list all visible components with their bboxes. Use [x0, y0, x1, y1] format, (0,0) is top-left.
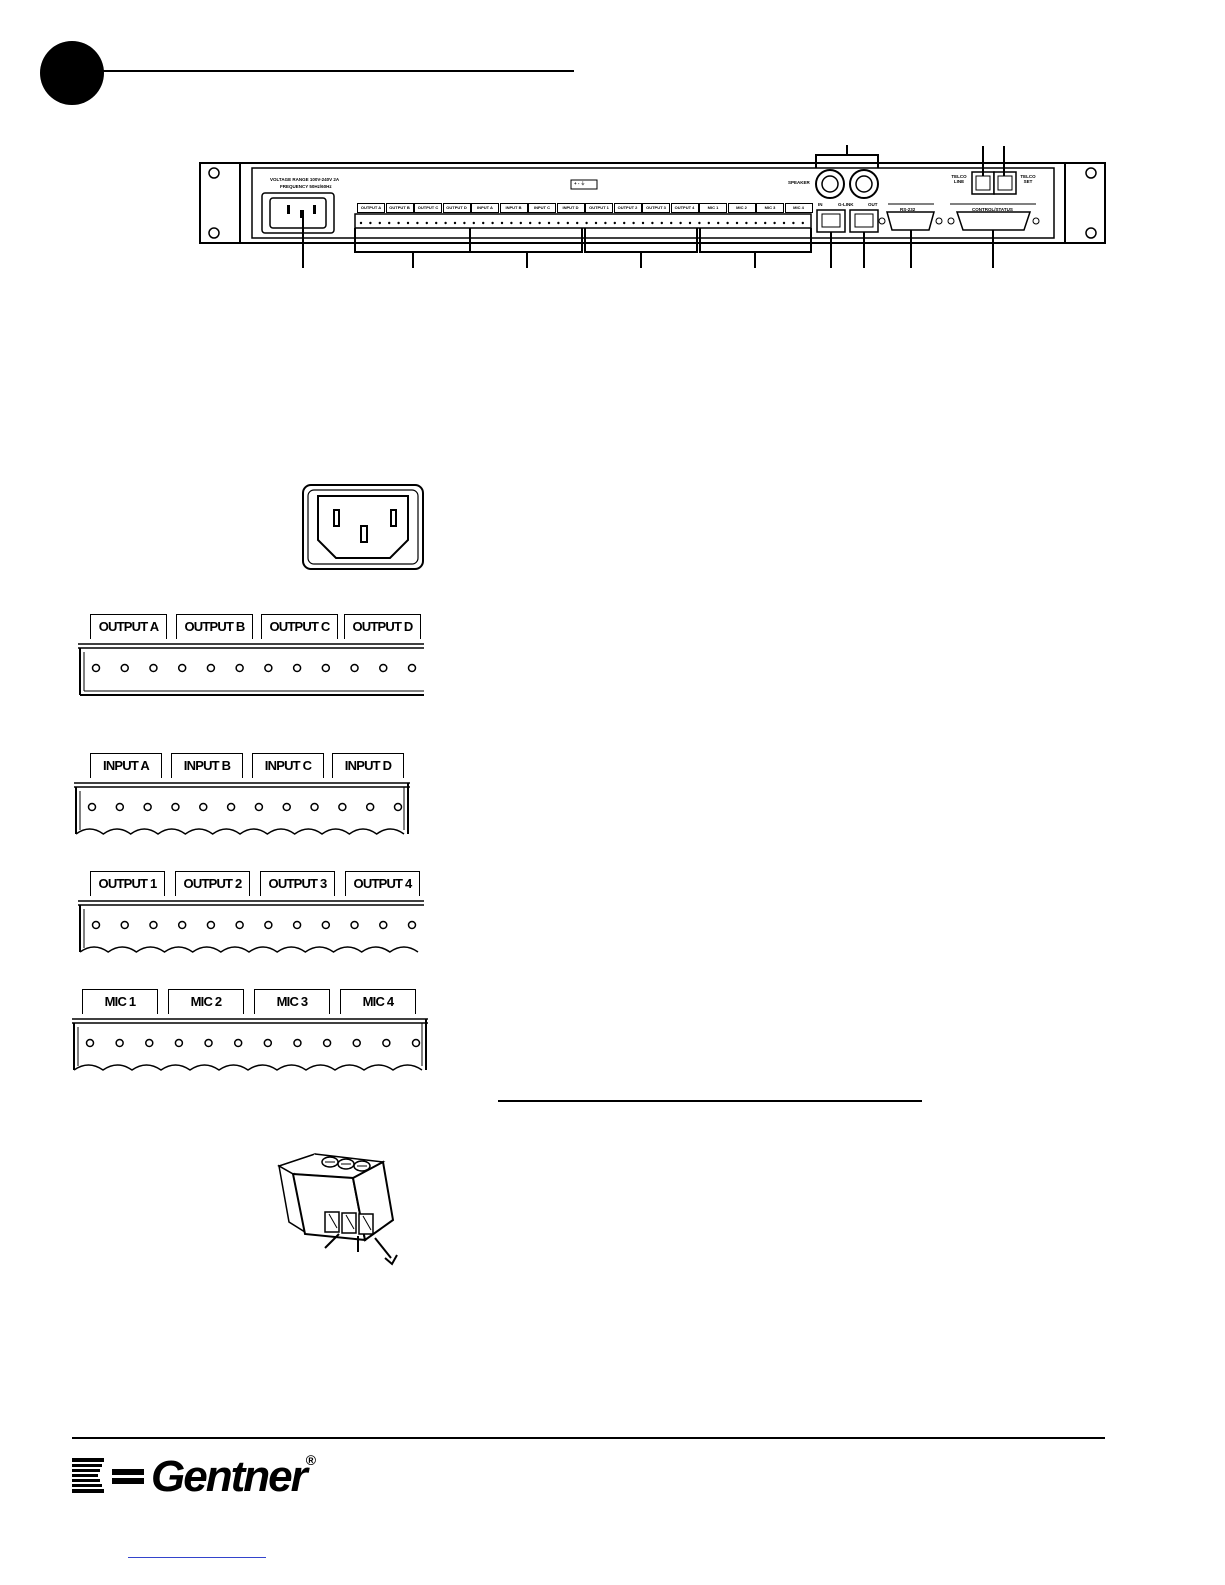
output-letter-block-label: OUTPUT C [261, 614, 338, 639]
screw-terminal [413, 1040, 420, 1047]
terminal-pin [416, 222, 418, 224]
screw-terminal [150, 665, 157, 672]
g-link-in-port [817, 210, 845, 232]
terminal-pin [792, 222, 794, 224]
terminal-pin [482, 222, 484, 224]
screw-terminal [207, 665, 214, 672]
terminal-pin [689, 222, 691, 224]
terminal-pin [661, 222, 663, 224]
output-letter-block-label: OUTPUT B [176, 614, 253, 639]
footer-rule [72, 1437, 1105, 1439]
screw-terminal [207, 922, 214, 929]
screw-terminal [383, 1040, 390, 1047]
gentner-logo-mark [72, 1458, 148, 1496]
terminal-pin [576, 222, 578, 224]
terminal-pin [604, 222, 606, 224]
screw-terminal [265, 922, 272, 929]
screw-terminal [324, 1040, 331, 1047]
g-link-out-label: OUT [868, 202, 878, 207]
strip-block-label: OUTPUT 3 [642, 203, 670, 213]
screw-terminal [205, 1040, 212, 1047]
terminal-pin [454, 222, 456, 224]
terminal-pin [501, 222, 503, 224]
terminal-pin [491, 222, 493, 224]
screw-terminal [179, 922, 186, 929]
terminal-pin [651, 222, 653, 224]
header-rule [100, 70, 574, 72]
screw-terminal [121, 922, 128, 929]
speaker-label: SPEAKER [788, 180, 810, 185]
screw-terminal [264, 1040, 271, 1047]
screw-terminal [311, 804, 318, 811]
screw-terminal [116, 1040, 123, 1047]
power-inlet-detail [300, 482, 426, 572]
strip-block-label: OUTPUT 4 [671, 203, 699, 213]
terminal-pin [717, 222, 719, 224]
terminal-pin [538, 222, 540, 224]
mic-block-label: MIC 4 [340, 989, 416, 1014]
terminal-pin [379, 222, 381, 224]
strip-block-label: INPUT C [528, 203, 556, 213]
mic-block-label: MIC 1 [82, 989, 158, 1014]
screw-terminal [322, 922, 329, 929]
screw-terminal [380, 665, 387, 672]
screw-terminal [200, 804, 207, 811]
output-number-block-connector [76, 897, 426, 959]
strip-block-label: INPUT D [557, 203, 585, 213]
terminal-pin [397, 222, 399, 224]
output-number-block-label: OUTPUT 3 [260, 871, 335, 896]
strip-block-label: INPUT A [471, 203, 499, 213]
terminal-pin [585, 222, 587, 224]
terminal-pin [360, 222, 362, 224]
g-link-label: G-LINK [838, 202, 854, 207]
terminal-pin [632, 222, 634, 224]
output-number-block-label: OUTPUT 1 [90, 871, 165, 896]
control-status-label: CONTROL/STATUS [972, 207, 1013, 212]
input-block-label: INPUT A [90, 753, 162, 778]
terminal-pin [463, 222, 465, 224]
three-pin-plug-diagram [275, 1148, 415, 1268]
g-link-out-port [850, 210, 878, 232]
terminal-pin [557, 222, 559, 224]
terminal-pin [670, 222, 672, 224]
screw-terminal [409, 665, 416, 672]
terminal-pin [529, 222, 531, 224]
screw-terminal [236, 665, 243, 672]
strip-block-label: OUTPUT D [443, 203, 471, 213]
screw-terminal [283, 804, 290, 811]
terminal-pin [444, 222, 446, 224]
voltage-label: VOLTAGE RANGE 100V-240V 2A [270, 177, 340, 182]
screw-terminal [255, 804, 262, 811]
screw-terminal [367, 804, 374, 811]
mic-block-label: MIC 2 [168, 989, 244, 1014]
screw-terminal [380, 922, 387, 929]
screw-terminal [409, 922, 416, 929]
output-number-block-label: OUTPUT 2 [175, 871, 250, 896]
telco-set-label: TELCO SET [1020, 174, 1036, 184]
terminal-pin [623, 222, 625, 224]
screw-terminal [172, 804, 179, 811]
telco-line-label: TELCO LINE [951, 174, 967, 184]
screw-terminal [235, 1040, 242, 1047]
brand-name: Gentner [151, 1452, 306, 1501]
terminal-pin [783, 222, 785, 224]
screw-terminal [353, 1040, 360, 1047]
terminal-pin [435, 222, 437, 224]
strip-block-label: OUTPUT C [414, 203, 442, 213]
strip-block-label: MIC 3 [756, 203, 784, 213]
footer-link-underline[interactable] [128, 1557, 266, 1558]
screw-terminal [339, 804, 346, 811]
output-letter-block-connector [76, 640, 426, 702]
terminal-pin [520, 222, 522, 224]
polarity-label: + - ⏚ [574, 181, 586, 186]
terminal-pin [679, 222, 681, 224]
screw-terminal [294, 1040, 301, 1047]
registered-mark: ® [305, 1452, 315, 1468]
input-block-label: INPUT B [171, 753, 243, 778]
frequency-label: FREQUENCY 50Hz/60Hz [280, 184, 332, 189]
strip-block-label: OUTPUT A [357, 203, 385, 213]
screw-terminal [93, 665, 100, 672]
screw-terminal [87, 1040, 94, 1047]
mic-block-connector [70, 1015, 430, 1077]
screw-terminal [265, 665, 272, 672]
screw-terminal [351, 665, 358, 672]
mic-block-label: MIC 3 [254, 989, 330, 1014]
terminal-pin [708, 222, 710, 224]
input-block-label: INPUT C [252, 753, 324, 778]
strip-block-label: MIC 4 [785, 203, 813, 213]
terminal-pin [698, 222, 700, 224]
output-letter-block-label: OUTPUT D [344, 614, 421, 639]
screw-terminal [236, 922, 243, 929]
control-status-port [957, 212, 1030, 230]
terminal-pin [736, 222, 738, 224]
screw-terminal [89, 804, 96, 811]
screw-terminal [175, 1040, 182, 1047]
terminal-strip [355, 214, 811, 228]
screw-terminal [116, 804, 123, 811]
terminal-pin [407, 222, 409, 224]
terminal-pin [755, 222, 757, 224]
screw-terminal [93, 922, 100, 929]
screw-terminal [322, 665, 329, 672]
terminal-pin [745, 222, 747, 224]
terminal-pin [473, 222, 475, 224]
screw-terminal [121, 665, 128, 672]
output-letter-block-label: OUTPUT A [90, 614, 167, 639]
g-link-in-label: IN [818, 202, 823, 207]
input-block-connector [72, 779, 412, 841]
strip-block-label: MIC 1 [699, 203, 727, 213]
output-number-block-label: OUTPUT 4 [345, 871, 420, 896]
screw-terminal [179, 665, 186, 672]
screw-terminal [294, 665, 301, 672]
terminal-pin [764, 222, 766, 224]
screw-terminal [395, 804, 402, 811]
terminal-pin [510, 222, 512, 224]
rs232-label: RS-232 [900, 207, 916, 212]
terminal-pin [595, 222, 597, 224]
strip-block-label: OUTPUT 1 [585, 203, 613, 213]
screw-terminal [150, 922, 157, 929]
rs232-port [887, 212, 934, 230]
strip-block-label: OUTPUT 2 [614, 203, 642, 213]
terminal-pin [642, 222, 644, 224]
screw-terminal [146, 1040, 153, 1047]
terminal-pin [567, 222, 569, 224]
terminal-pin [388, 222, 390, 224]
strip-block-label: MIC 2 [728, 203, 756, 213]
terminal-pin [773, 222, 775, 224]
screw-terminal [228, 804, 235, 811]
screw-terminal [144, 804, 151, 811]
section-rule [498, 1100, 922, 1102]
input-block-label: INPUT D [332, 753, 404, 778]
section-bullet [40, 41, 104, 105]
gentner-logo-text [151, 1452, 314, 1502]
strip-block-label: INPUT B [500, 203, 528, 213]
strip-block-label: OUTPUT B [386, 203, 414, 213]
terminal-pin [802, 222, 804, 224]
screw-terminal [351, 922, 358, 929]
terminal-pin [369, 222, 371, 224]
terminal-pin [614, 222, 616, 224]
terminal-pin [426, 222, 428, 224]
terminal-pin [548, 222, 550, 224]
terminal-pin [726, 222, 728, 224]
screw-terminal [294, 922, 301, 929]
